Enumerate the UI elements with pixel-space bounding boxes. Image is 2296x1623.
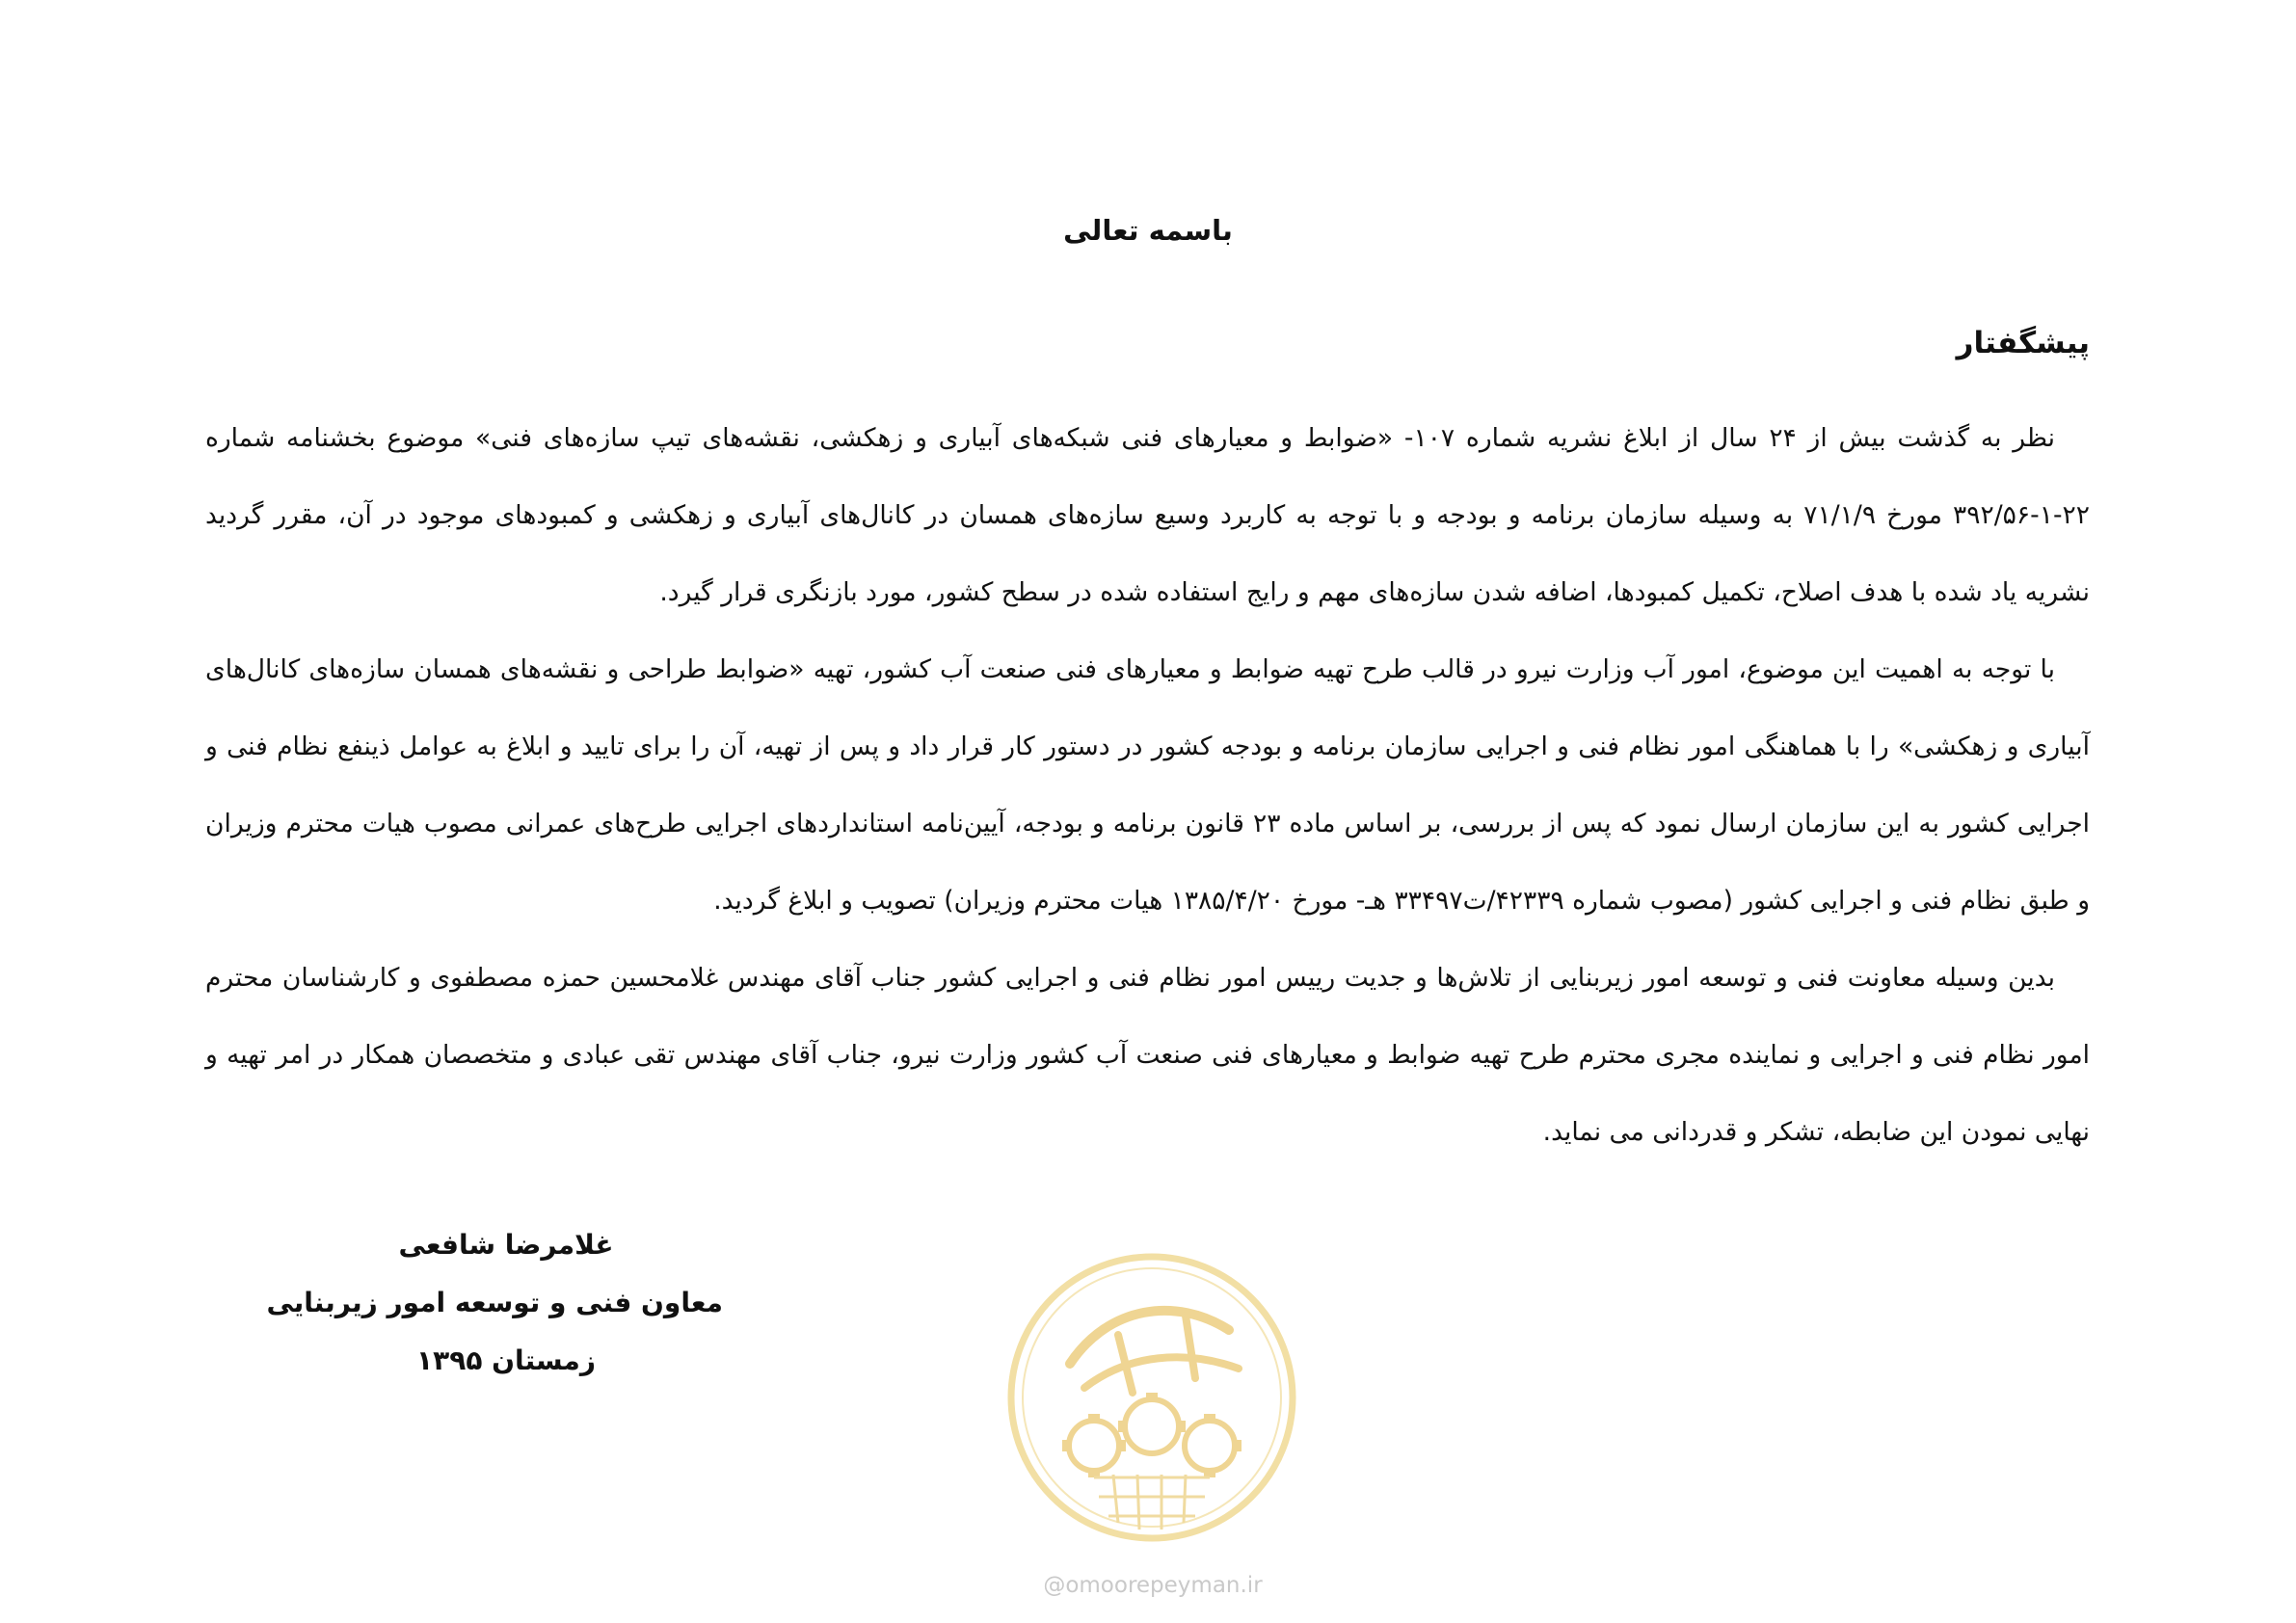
paragraph-2: با توجه به اهمیت این موضوع، امور آب وزارت نیرو در قالب طرح تهیه ضوابط و معیارهای فنی صنعت آب کشور، تهیه «ضوابط طراحی و نقشه‌های همسان سازه‌های کانال‌های آبیاری و زهکشی» را با هماهنگی امور نظام فنی و اجرایی سازمان برنامه و بودجه کشور در دستور کار قرار داد و پس از تهیه، آن را برای تایید و ابلاغ به عوامل ذینفع نظام فنی و اجرایی کشور به این سازمان ارسال نمود که پس از بررسی، بر اساس ماده ۲۳ قانون برنامه و بودجه، آیین‌نامه استانداردهای اجرایی طرح‌های عمرانی مصوب هیات محترم وزیران و طبق نظام فنی و اجرایی کشور (مصوب شماره ۴۲۳۳۹/ت۳۳۴۹۷ هـ- مورخ ۱۳۸۵/۴/۲۰ هیات محترم وزیران) تصویب و ابلاغ گردید. — [205, 654, 2091, 916]
signature-date: زمستان ۱۳۹۵ — [416, 1344, 596, 1376]
signatory-name: غلامرضا شافعی — [398, 1229, 614, 1261]
signatory-position: معاون فنی و توسعه امور زیربنایی — [266, 1287, 723, 1318]
section-title: پیشگفتار — [1956, 326, 2090, 360]
document-heading: باسمه تعالی — [1063, 214, 1233, 247]
body-text — [205, 400, 2090, 1171]
watermark-url: @omoorepeyman.ir — [1043, 1573, 1263, 1598]
watermark-seal-logo — [1002, 1248, 1301, 1547]
signature-block — [266, 1216, 723, 1390]
paragraph-3: بدین وسیله معاونت فنی و توسعه امور زیربنایی از تلاش‌ها و جدیت رییس امور نظام فنی و اجرایی کشور جناب آقای مهندس غلامحسین حمزه مصطفوی و کارشناسان محترم امور نظام فنی و اجرایی و نماینده مجری محترم طرح تهیه ضوابط و معیارهای فنی صنعت آب کشور وزارت نیرو، جناب آقای مهندس تقی عبادی و متخصصان همکار در امر تهیه و نهایی نمودن این ضابطه، تشکر و قدردانی می نماید. — [205, 963, 2090, 1147]
paragraph-1: نظر به گذشت بیش از ۲۴ سال از ابلاغ نشریه شماره ۱۰۷- «ضوابط و معیارهای فنی شبکه‌های آبیاری و زهکشی، نقشه‌های تیپ سازه‌های فنی» موضوع بخشنامه شماره ۲۲-۱-۳۹۲/۵۶ مورخ ۷۱/۱/۹ به وسیله سازمان برنامه و بودجه و با توجه به کاربرد وسیع سازه‌های همسان در کانال‌های آبیاری و زهکشی و کمبودهای موجود در آن، مقرر گردید نشریه یاد شده با هدف اصلاح، تکمیل کمبودها، اضافه شدن سازه‌های مهم و رایج استفاده شده در سطح کشور، مورد بازنگری قرار گیرد. — [205, 423, 2090, 607]
